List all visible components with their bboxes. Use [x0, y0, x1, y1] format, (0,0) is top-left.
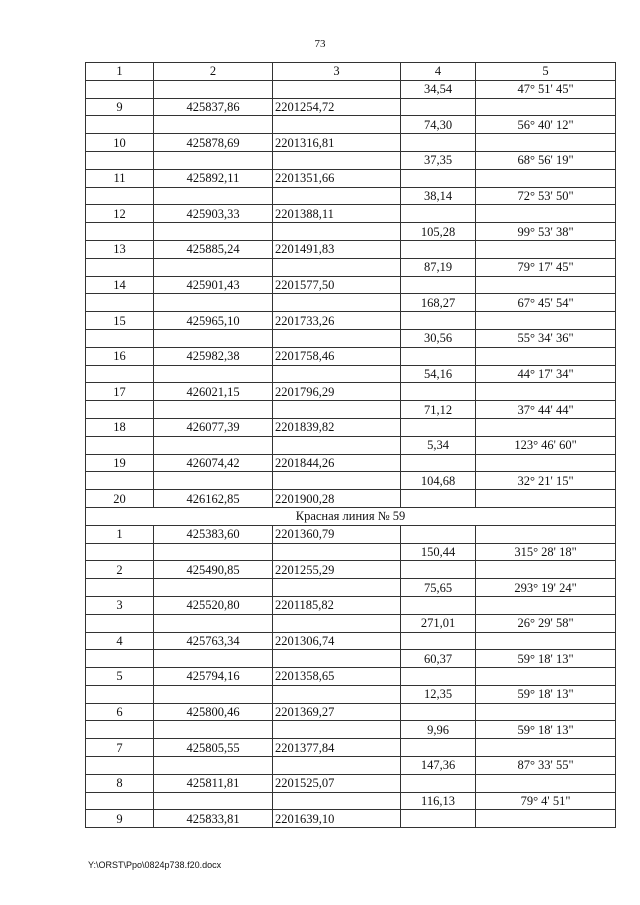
table-row	[86, 757, 616, 775]
table-cell	[401, 205, 476, 223]
table-cell	[476, 561, 616, 579]
table-cell: 425794,16	[154, 668, 273, 686]
table-cell	[476, 347, 616, 365]
table-row	[86, 436, 616, 454]
table-cell	[154, 223, 273, 241]
table-cell: 116,13	[401, 792, 476, 810]
table-cell: 426074,42	[154, 454, 273, 472]
table-cell: 425833,81	[154, 810, 273, 828]
table-cell	[401, 525, 476, 543]
table-cell	[154, 329, 273, 347]
table-cell: 2201839,82	[273, 418, 401, 436]
table-cell: 315° 28' 18"	[476, 543, 616, 561]
table-cell: 18	[86, 418, 154, 436]
table-row	[86, 276, 616, 294]
table-cell: 32° 21' 15"	[476, 472, 616, 490]
table-cell	[154, 614, 273, 632]
table-cell	[273, 579, 401, 597]
table-cell: 4	[86, 632, 154, 650]
table-cell: 71,12	[401, 401, 476, 419]
table-cell: 74,30	[401, 116, 476, 134]
table-cell	[273, 116, 401, 134]
table-cell: 2201796,29	[273, 383, 401, 401]
table-cell	[273, 721, 401, 739]
table-cell: 60,37	[401, 650, 476, 668]
table-cell: 26° 29' 58"	[476, 614, 616, 632]
table-header-row	[86, 63, 616, 81]
table-cell	[401, 668, 476, 686]
table-cell: 59° 18' 13"	[476, 721, 616, 739]
table-cell: 19	[86, 454, 154, 472]
table-cell: 2201369,27	[273, 703, 401, 721]
table-cell	[154, 436, 273, 454]
table-row	[86, 169, 616, 187]
table-cell	[476, 632, 616, 650]
table-cell: 68° 56' 19"	[476, 151, 616, 169]
table-cell	[86, 401, 154, 419]
table-cell	[476, 169, 616, 187]
table-cell: 9	[86, 810, 154, 828]
table-row	[86, 792, 616, 810]
table-cell	[154, 116, 273, 134]
table-cell: 2201733,26	[273, 312, 401, 330]
table-cell	[476, 774, 616, 792]
table-cell: 75,65	[401, 579, 476, 597]
table-cell: 2201185,82	[273, 596, 401, 614]
table-cell	[476, 98, 616, 116]
table-cell: 2201639,10	[273, 810, 401, 828]
table-cell	[86, 151, 154, 169]
table-cell: 425901,43	[154, 276, 273, 294]
table-cell	[154, 187, 273, 205]
table-row	[86, 685, 616, 703]
table-row	[86, 739, 616, 757]
table-cell: 2201758,46	[273, 347, 401, 365]
table-cell: 54,16	[401, 365, 476, 383]
table-cell	[273, 187, 401, 205]
table-cell: 5	[86, 668, 154, 686]
page-number: 73	[314, 38, 326, 50]
table-row	[86, 240, 616, 258]
header-cell: 5	[476, 63, 616, 81]
table-cell	[476, 525, 616, 543]
table-cell: 10	[86, 134, 154, 152]
table-cell: 17	[86, 383, 154, 401]
table-row	[86, 561, 616, 579]
table-cell	[476, 668, 616, 686]
table-cell	[401, 169, 476, 187]
table-cell	[154, 401, 273, 419]
table-cell: 67° 45' 54"	[476, 294, 616, 312]
table-cell	[401, 347, 476, 365]
table-cell	[273, 294, 401, 312]
table-cell: 55° 34' 36"	[476, 329, 616, 347]
table-cell	[154, 80, 273, 98]
table-cell: 9	[86, 98, 154, 116]
table-cell	[86, 472, 154, 490]
table-row	[86, 774, 616, 792]
table-cell: 426021,15	[154, 383, 273, 401]
table-cell	[273, 151, 401, 169]
table-cell: 12	[86, 205, 154, 223]
header-cell: 1	[86, 63, 154, 81]
table-cell	[86, 223, 154, 241]
table-cell	[476, 810, 616, 828]
table-cell	[86, 187, 154, 205]
table-cell: 16	[86, 347, 154, 365]
table-cell	[476, 276, 616, 294]
table-cell	[401, 418, 476, 436]
table-row	[86, 187, 616, 205]
table-cell: 3	[86, 596, 154, 614]
table-cell: 425965,10	[154, 312, 273, 330]
table-cell	[476, 703, 616, 721]
table-row	[86, 454, 616, 472]
file-path-footer: Y:\ORST\Ppo\0824p738.f20.docx	[88, 860, 222, 870]
table-row	[86, 205, 616, 223]
table-cell: 2201900,28	[273, 490, 401, 508]
table-cell: 2201351,66	[273, 169, 401, 187]
table-cell	[401, 703, 476, 721]
table-row	[86, 151, 616, 169]
table-row	[86, 223, 616, 241]
table-cell	[476, 240, 616, 258]
table-row	[86, 312, 616, 330]
table-cell	[273, 543, 401, 561]
table-cell: 2201525,07	[273, 774, 401, 792]
table-row	[86, 721, 616, 739]
table-cell	[154, 294, 273, 312]
table-cell	[273, 258, 401, 276]
table-cell: 425805,55	[154, 739, 273, 757]
table-cell	[154, 685, 273, 703]
table-cell: 56° 40' 12"	[476, 116, 616, 134]
table-cell	[273, 80, 401, 98]
table-cell	[154, 721, 273, 739]
table-cell	[154, 757, 273, 775]
table-cell: 2201388,11	[273, 205, 401, 223]
table-cell: 426077,39	[154, 418, 273, 436]
table-cell	[154, 472, 273, 490]
table-row	[86, 347, 616, 365]
table-cell: 425763,34	[154, 632, 273, 650]
table-cell: 425982,38	[154, 347, 273, 365]
table-body	[86, 80, 616, 827]
table-cell: 5,34	[401, 436, 476, 454]
table-cell: 13	[86, 240, 154, 258]
table-cell: 2201491,83	[273, 240, 401, 258]
table-cell	[273, 329, 401, 347]
table-cell	[86, 80, 154, 98]
table-cell: 59° 18' 13"	[476, 685, 616, 703]
table-cell: 271,01	[401, 614, 476, 632]
table-cell: 2201358,65	[273, 668, 401, 686]
table-cell	[476, 383, 616, 401]
table-cell	[154, 151, 273, 169]
table-row	[86, 258, 616, 276]
table-row	[86, 116, 616, 134]
table-cell	[476, 454, 616, 472]
table-row	[86, 614, 616, 632]
table-cell	[273, 757, 401, 775]
table-cell: 79° 4' 51"	[476, 792, 616, 810]
table-cell	[86, 721, 154, 739]
header-cell: 3	[273, 63, 401, 81]
table-cell	[273, 436, 401, 454]
table-row	[86, 383, 616, 401]
table-cell: 425878,69	[154, 134, 273, 152]
table-cell	[401, 561, 476, 579]
table-cell	[273, 365, 401, 383]
table-cell	[476, 312, 616, 330]
table-cell: 147,36	[401, 757, 476, 775]
table-row	[86, 579, 616, 597]
table-cell: 87° 33' 55"	[476, 757, 616, 775]
table-cell: 293° 19' 24"	[476, 579, 616, 597]
table-cell: 2201255,29	[273, 561, 401, 579]
table-cell	[401, 810, 476, 828]
table-cell: 425903,33	[154, 205, 273, 223]
table-row	[86, 401, 616, 419]
table-cell: 59° 18' 13"	[476, 650, 616, 668]
table-cell: 2201254,72	[273, 98, 401, 116]
table-cell	[86, 116, 154, 134]
table-row	[86, 525, 616, 543]
table-cell: 2201844,26	[273, 454, 401, 472]
table-cell	[154, 579, 273, 597]
table-cell: 105,28	[401, 223, 476, 241]
table-cell	[154, 258, 273, 276]
table-cell	[401, 98, 476, 116]
table-cell	[401, 240, 476, 258]
table-row	[86, 472, 616, 490]
table-cell: 47° 51' 45"	[476, 80, 616, 98]
table-row	[86, 98, 616, 116]
table-cell	[476, 134, 616, 152]
table-row	[86, 650, 616, 668]
table-cell: 123° 46' 60"	[476, 436, 616, 454]
table-cell: 8	[86, 774, 154, 792]
table-cell: 426162,85	[154, 490, 273, 508]
table-cell	[401, 739, 476, 757]
table-cell	[86, 579, 154, 597]
table-cell: 2	[86, 561, 154, 579]
table-cell	[86, 543, 154, 561]
table-cell	[86, 436, 154, 454]
table-cell: 425811,81	[154, 774, 273, 792]
section-title: Красная линия № 59	[86, 507, 616, 525]
table-row	[86, 329, 616, 347]
table-cell	[476, 490, 616, 508]
table-cell: 11	[86, 169, 154, 187]
table-cell: 72° 53' 50"	[476, 187, 616, 205]
table-cell: 12,35	[401, 685, 476, 703]
table-cell: 38,14	[401, 187, 476, 205]
table-cell: 425837,86	[154, 98, 273, 116]
table-cell	[401, 774, 476, 792]
table-cell	[86, 258, 154, 276]
table-cell: 6	[86, 703, 154, 721]
table-cell	[86, 614, 154, 632]
table-cell: 1	[86, 525, 154, 543]
table-cell	[273, 685, 401, 703]
table-cell	[154, 543, 273, 561]
table-row	[86, 418, 616, 436]
table-cell	[86, 757, 154, 775]
table-cell	[86, 685, 154, 703]
table-cell: 104,68	[401, 472, 476, 490]
table-cell	[476, 205, 616, 223]
table-cell	[273, 792, 401, 810]
table-cell: 150,44	[401, 543, 476, 561]
table-row	[86, 810, 616, 828]
table-cell: 7	[86, 739, 154, 757]
table-row	[86, 365, 616, 383]
table-row	[86, 703, 616, 721]
table-cell	[154, 650, 273, 668]
table-cell: 168,27	[401, 294, 476, 312]
table-cell	[86, 792, 154, 810]
table-cell	[86, 329, 154, 347]
table-row	[86, 80, 616, 98]
table-cell: 14	[86, 276, 154, 294]
table-cell	[476, 596, 616, 614]
table-cell	[401, 276, 476, 294]
coordinates-table	[85, 62, 616, 828]
table-row	[86, 294, 616, 312]
table-cell	[401, 383, 476, 401]
table-cell	[401, 312, 476, 330]
table-cell	[401, 596, 476, 614]
table-cell	[476, 739, 616, 757]
table-cell: 44° 17' 34"	[476, 365, 616, 383]
table-cell: 99° 53' 38"	[476, 223, 616, 241]
table-cell	[273, 614, 401, 632]
table-cell	[401, 632, 476, 650]
header-cell: 4	[401, 63, 476, 81]
table-cell: 9,96	[401, 721, 476, 739]
table-row	[86, 490, 616, 508]
table-row	[86, 543, 616, 561]
section-row	[86, 507, 616, 525]
table-cell: 425800,46	[154, 703, 273, 721]
table-cell	[273, 223, 401, 241]
table-row	[86, 596, 616, 614]
table-cell: 87,19	[401, 258, 476, 276]
table-cell: 425892,11	[154, 169, 273, 187]
table-cell: 30,56	[401, 329, 476, 347]
table-row	[86, 134, 616, 152]
table-cell	[86, 650, 154, 668]
table-cell	[273, 472, 401, 490]
table-cell: 425383,60	[154, 525, 273, 543]
table-cell	[154, 365, 273, 383]
table-cell: 79° 17' 45"	[476, 258, 616, 276]
table-cell: 37,35	[401, 151, 476, 169]
table-cell: 2201360,79	[273, 525, 401, 543]
table-row	[86, 668, 616, 686]
table-cell	[401, 490, 476, 508]
table-cell	[476, 418, 616, 436]
table-cell	[154, 792, 273, 810]
table-cell	[86, 365, 154, 383]
table-row	[86, 632, 616, 650]
table-cell: 2201577,50	[273, 276, 401, 294]
table-cell: 34,54	[401, 80, 476, 98]
table-cell: 425520,80	[154, 596, 273, 614]
table-cell: 20	[86, 490, 154, 508]
table-cell	[273, 650, 401, 668]
table-cell	[273, 401, 401, 419]
table-cell: 15	[86, 312, 154, 330]
table-cell: 37° 44' 44"	[476, 401, 616, 419]
header-cell: 2	[154, 63, 273, 81]
table-cell	[401, 454, 476, 472]
table-cell	[401, 134, 476, 152]
table-cell: 2201316,81	[273, 134, 401, 152]
table-cell: 2201377,84	[273, 739, 401, 757]
table-cell: 2201306,74	[273, 632, 401, 650]
table-cell: 425885,24	[154, 240, 273, 258]
table-cell: 425490,85	[154, 561, 273, 579]
table-cell	[86, 294, 154, 312]
